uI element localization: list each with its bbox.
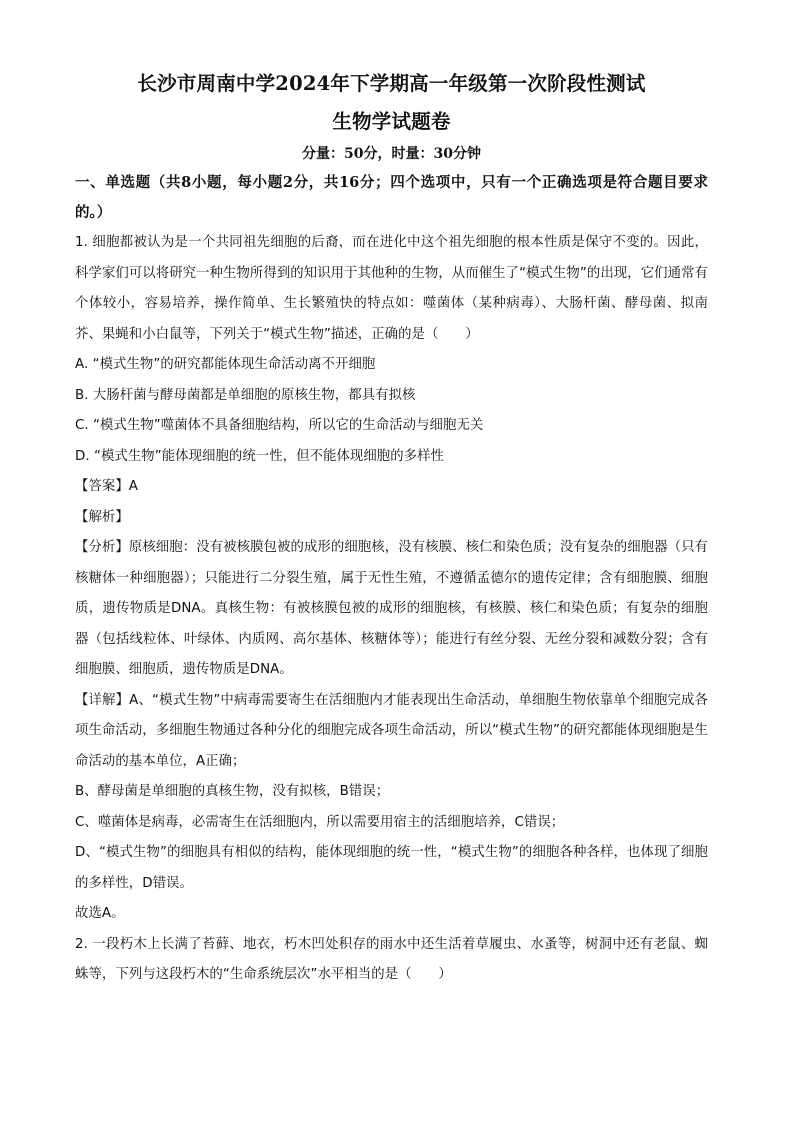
question-1-detail-c: C、噬菌体是病毒，必需寄生在活细胞内，所以需要用宿主的活细胞培养，C错误； <box>75 814 565 830</box>
question-1-option-d: D. “模式生物”能体现细胞的统一性，但不能体现细胞的多样性 <box>75 448 444 464</box>
question-1-stem: 1. 细胞都被认为是一个共同祖先细胞的后裔，而在进化中这个祖先细胞的根本性质是保守不变的。因此，科学家们可以将研究一种生物所得到的知识用于其他种的生物，从而催生了“模式生物”的出现，它们通常有个体较小，容易培养，操作简单、生长繁殖快的特点如：噬菌体（某种病毒）、大肠杆菌、酵母菌、拟南芥、果蝇和小白鼠等，下列关于“模式生物”描述，正确的是（ ） <box>75 235 708 342</box>
question-1-analysis-label: 【解析】 <box>75 509 129 525</box>
question-1-conclusion: 故选A。 <box>75 906 125 921</box>
question-1-detail-b: B、酵母菌是单细胞的真核生物，没有拟核，B错误； <box>75 784 390 799</box>
question-1-option-b: B. 大肠杆菌与酵母菌都是单细胞的原核生物，都具有拟核 <box>75 387 416 403</box>
question-1-detail-d: D、“模式生物”的细胞具有相似的结构，能体现细胞的统一性，“模式生物”的细胞各种各样，也体现了细胞的多样性，D错误。 <box>75 845 708 891</box>
question-2-stem: 2. 一段朽木上长满了苔藓、地衣，朽木凹处积存的雨水中还生活着草履虫、水蚤等，树洞中还有老鼠、蜘蛛等，下列与这段朽木的“生命系统层次”水平相当的是（ ） <box>75 936 708 982</box>
question-1-option-a: A. “模式生物”的研究都能体现生命活动离不开细胞 <box>75 357 376 372</box>
exam-subtitle: 生物学试题卷 <box>332 110 451 133</box>
question-1-option-c: C. “模式生物”噬菌体不具备细胞结构，所以它的生命活动与细胞无关 <box>75 418 484 433</box>
score-time-info: 分量：50分，时量：30分钟 <box>302 146 481 162</box>
exam-title: 长沙市周南中学2024年下学期高一年级第一次阶段性测试 <box>137 72 646 95</box>
question-1-answer: 【答案】A <box>75 479 138 494</box>
question-1-detail-a: 【详解】A、“模式生物”中病毒需要寄生在活细胞内才能表现出生命活动，单细胞生物依靠单个细胞完成各项生命活动，多细胞生物通过各种分化的细胞完成各项生命活动，所以“模式生物”的研究都能体现细胞是生命活动的基本单位，A正确； <box>75 692 708 769</box>
section-heading-single-choice: 一、单选题（共8小题，每小题2分，共16分；四个选项中，只有一个正确选项是符合题目要求的。） <box>75 174 708 221</box>
question-1-analysis: 【分析】原核细胞：没有被核膜包被的成形的细胞核，没有核膜、核仁和染色质；没有复杂的细胞器（只有核糖体一种细胞器）；只能进行二分裂生殖，属于无性生殖，不遵循孟德尔的遗传定律；含有细胞膜、细胞质，遗传物质是DNA。真核生物：有被核膜包被的成形的细胞核，有核膜、核仁和染色质；有复杂的细胞器（包括线粒体、叶绿体、内质网、高尔基体、核糖体等）；能进行有丝分裂、无丝分裂和减数分裂；含有细胞膜、细胞质，遗传物质是DNA。 <box>75 540 708 677</box>
